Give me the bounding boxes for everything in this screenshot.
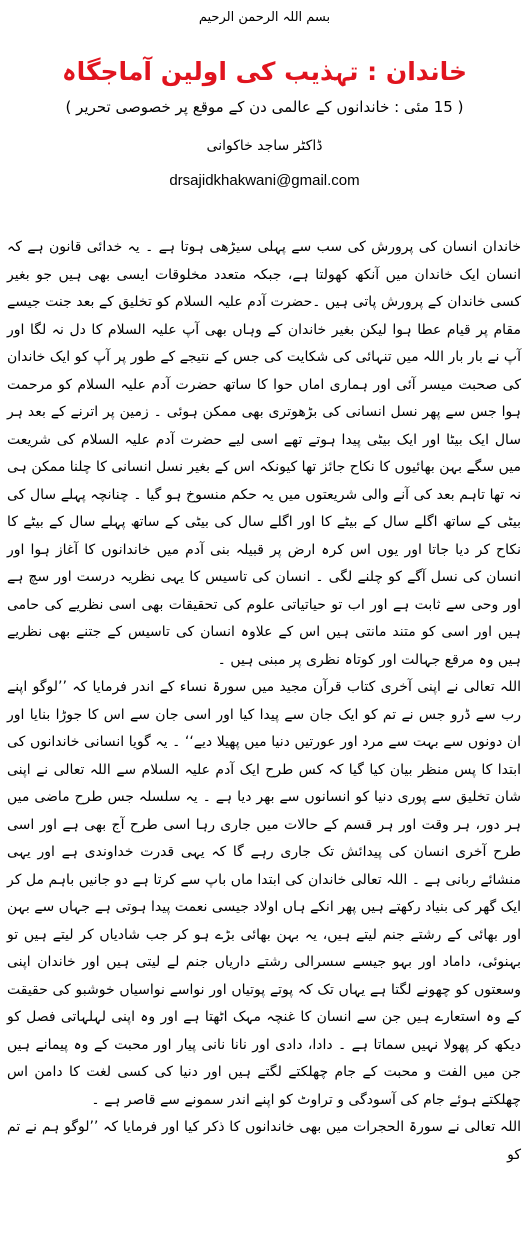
paragraph-3: اللہ تعالی نے سورۃ الحجرات میں بھی خاندانوں کا ذکر کیا اور فرمایا کہ ’’لوگو ہم نے تم کو [7,1119,521,1163]
article-subtitle: ( 15 مئی : خاندانوں کے عالمی دن کے موقع پر خصوصی تحریر ) [65,98,464,116]
paragraph-1: خاندان انسان کی پرورش کی سب سے پہلی سیڑھی ہوتا ہے ۔ یہ خدائی قانون ہے کہ انسان ایک خاندان میں آنکھ کھولتا ہے، جبکہ متعدد مخلوقات ایسی بھی ہیں جو بغیر کسی خاندان کے پرورش پاتی ہیں ۔حضرت آدم علیہ السلام کو تخلیق کے بعد جنت جیسے مقام پر قیام عطا ہوا لیکن بغیر خاندان کے وہاں بھی آپ علیہ السلام کا دل نہ لگا اور آپ نے بار بار اللہ میں تنہائی کی شکایت کی جس کے نتیجے کے طور پر آپ کو ایک خاندان کی صحبت میسر آئی اور ہماری اماں حوا کا ساتھ حضرت آدم علیہ السلام کو مرحمت ہوا جس سے پھر نسل انسانی کی بڑھوتری بھی ممکن ہوئی ۔ زمین پر اترنے کے بعد ہر سال ایک بیٹا اور ایک بیٹی پیدا ہوتے تھے اسی لیے حضرت آدم علیہ السلام کی شریعت میں سگے بہن بھائیوں کا نکاح جائز تھا کیونکہ اس کے بغیر نسل انسانی کا چلنا ممکن ہی نہ تھا تاہم بعد کی آنے والی شریعتوں میں یہ حکم منسوخ ہو گیا ۔ چنانچہ پہلے سال کی بیٹی کے ساتھ اگلے سال کے بیٹے کا اور اگلے سال کی بیٹی کے ساتھ پہلے سال کے بیٹے کا نکاح کر دیا جاتا اور یوں اس کرہ ارض پر قبیلہ بنی آدم میں خاندانوں کا آغاز ہوا اور انسان کی نسل آگے کو چلنے لگی ۔ انسان کی تاسیس کا یہی نظریہ درست اور سچ ہے اور وحی سے ثابت ہے اور اب تو حیاتیاتی علوم کی تحقیقات بھی اسی نظریے کی حامی ہیں اور اسی کو متند مانتی ہیں اس کے علاوہ انسان کی تاسیس کے جتنے بھی نظریے ہیں وہ مرقع جہالت اور کوتاہ نظری پر مبنی ہیں ۔ [7,239,521,668]
author-name: ڈاکٹر ساجد خاکوانی [206,138,323,154]
article-title: خاندان : تہذیب کی اولین آماجگاہ [61,57,468,86]
article-body [7,234,521,1169]
paragraph-2: اللہ تعالی نے اپنی آخری کتاب قرآن مجید میں سورۃ نساء کے اندر فرمایا کہ ’’لوگو اپنے رب سے ڈرو جس نے تم کو ایک جان سے پیدا کیا اور اسی جان سے اس کا جوڑا بنایا اور ان دونوں سے بہت سے مرد اور عورتیں دنیا میں پھیلا دیے‘‘ ۔ یہ گویا انسانی خاندانوں کی ابتدا کا پس منظر بیان کیا گیا کہ کس طرح ایک آدم علیہ السلام سے اللہ تعالی نے اپنی شان تخلیق سے پوری دنیا کو انسانوں سے بھر دیا ہے ۔ یہ سلسلہ جس طرح ماضی میں ہر دور، ہر وقت اور ہر قسم کے حالات میں جاری رہا اسی طرح آج بھی ہے اور اسی طرح آخری انسان کی پیدائش تک جاری رہے گا کہ یہی قدرت خداوندی ہے اور یہی منشائے ربانی ہے ۔ اللہ تعالی خاندان کی ابتدا ماں باپ سے کرتا ہے دو جانیں باہم مل کر ایک گھر کی بنیاد رکھتے ہیں پھر انکے ہاں اولاد جیسی نعمت پیدا ہوتی ہے جہاں سے بہن اور بھائی کے رشتے جنم لیتے ہیں، یہ بہن بھائی بڑے ہو کر جب شادیاں کر لیتے ہیں تو بہنوئی، داماد اور بہو جیسے سسرالی رشتے داریاں جنم لے لیتی ہیں اور خاندان اپنی وسعتوں کو چھونے لگتا ہے یہاں تک کہ پوتے پوتیاں اور نواسے نواسیاں خوشبو کی حقیقت کے وہ استعارے ہیں جن سے انسان کا غنچہ مہک اٹھتا ہے اور وہ اپنی لہلہاتی فصل کو دیکھ کر پھولا نہیں سماتا ہے ۔ دادا، دادی اور نانا نانی پیار اور محبت کے وہ پیمانے ہیں جن میں الفت و محبت کے جام چھلکتے لگتے ہیں اور دنیا کی کسی لغت کا دامن اس چھلکتے ہوئے جام کی آسودگی و تراوٹ کو اپنے اندر سمونے سے قاصر ہے ۔ [7,679,521,1108]
author-email: drsajidkhakwani@gmail.com [169,172,360,189]
bismillah-heading: بسم اللہ الرحمن الرحیم [198,10,331,25]
